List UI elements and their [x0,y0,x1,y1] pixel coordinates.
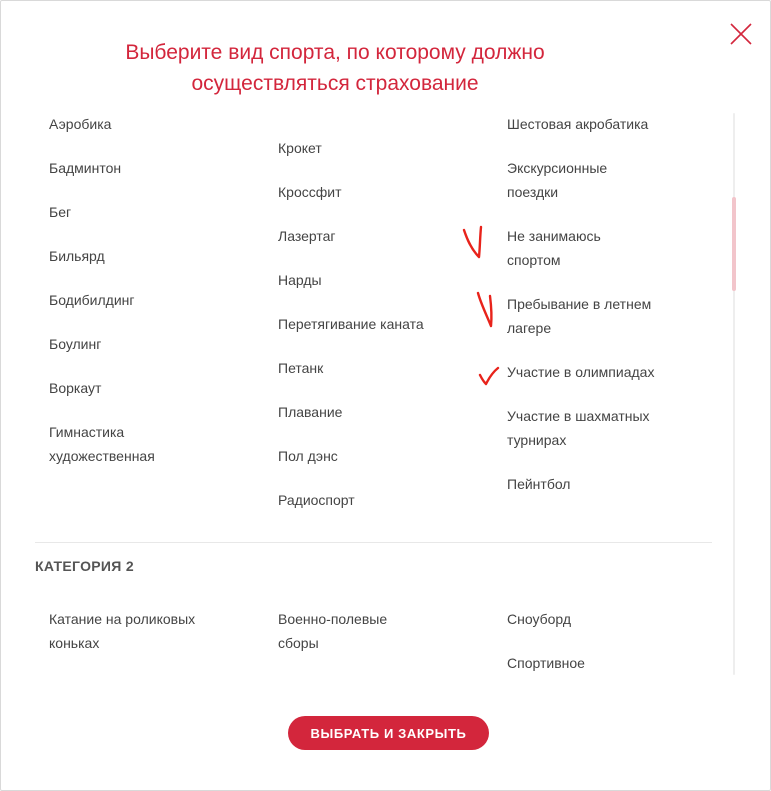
sport-item[interactable]: Военно-полевые сборы [278,611,388,651]
sport-item[interactable]: Экскурсионные поездки [507,160,608,200]
sport-item[interactable]: Аэробика [49,116,112,132]
sport-item[interactable]: Пол дэнс [278,448,338,464]
close-icon[interactable] [730,23,752,45]
red-checkmark-icon [461,225,487,261]
sport-item[interactable]: Не занимаюсь спортом [507,228,601,268]
sport-item[interactable]: Катание на роликовых коньках [49,611,196,651]
sport-item[interactable]: Кроссфит [278,184,342,200]
sport-item[interactable]: Нарды [278,272,322,288]
red-checkmark-icon [477,365,501,387]
dialog-title: Выберите вид спорта, по которому должно осуществляться страхование [125,41,545,95]
sport-item[interactable]: Крокет [278,140,322,156]
sport-item[interactable]: Участие в шахматных турнирах [507,408,650,448]
sport-item[interactable]: Бадминтон [49,160,122,176]
sport-item[interactable]: Бильярд [49,248,105,264]
select-and-close-button[interactable]: ВЫБРАТЬ И ЗАКРЫТЬ [288,716,489,750]
category-divider [35,542,712,543]
sport-item[interactable]: Пейнтбол [507,476,571,492]
sport-item[interactable]: Боулинг [49,336,102,352]
sport-item[interactable]: Лазертаг [278,228,336,244]
sport-item[interactable]: Петанк [278,360,324,376]
sport-item[interactable]: Бодибилдинг [49,292,135,308]
sport-item[interactable]: Плавание [278,404,343,420]
sport-item[interactable]: Сноуборд [507,611,572,627]
sport-item[interactable]: Радиоспорт [278,492,355,508]
sport-item[interactable]: Воркаут [49,380,102,396]
sport-item[interactable]: Бег [49,204,72,220]
scrollbar-thumb[interactable] [732,197,736,291]
red-checkmark-icon [475,290,497,330]
sport-item[interactable]: Перетягивание каната [278,316,424,332]
sport-list-scroll-area[interactable] [1,106,771,676]
category-2-title: КАТЕГОРИЯ 2 [35,558,134,574]
sport-item[interactable]: Гимнастика художественная [49,424,155,464]
sport-item[interactable]: Спортивное [507,655,585,671]
sport-item[interactable]: Пребывание в летнем лагере [507,296,652,336]
sport-item[interactable]: Шестовая акробатика [507,116,649,132]
sport-item[interactable]: Участие в олимпиадах [507,364,655,380]
